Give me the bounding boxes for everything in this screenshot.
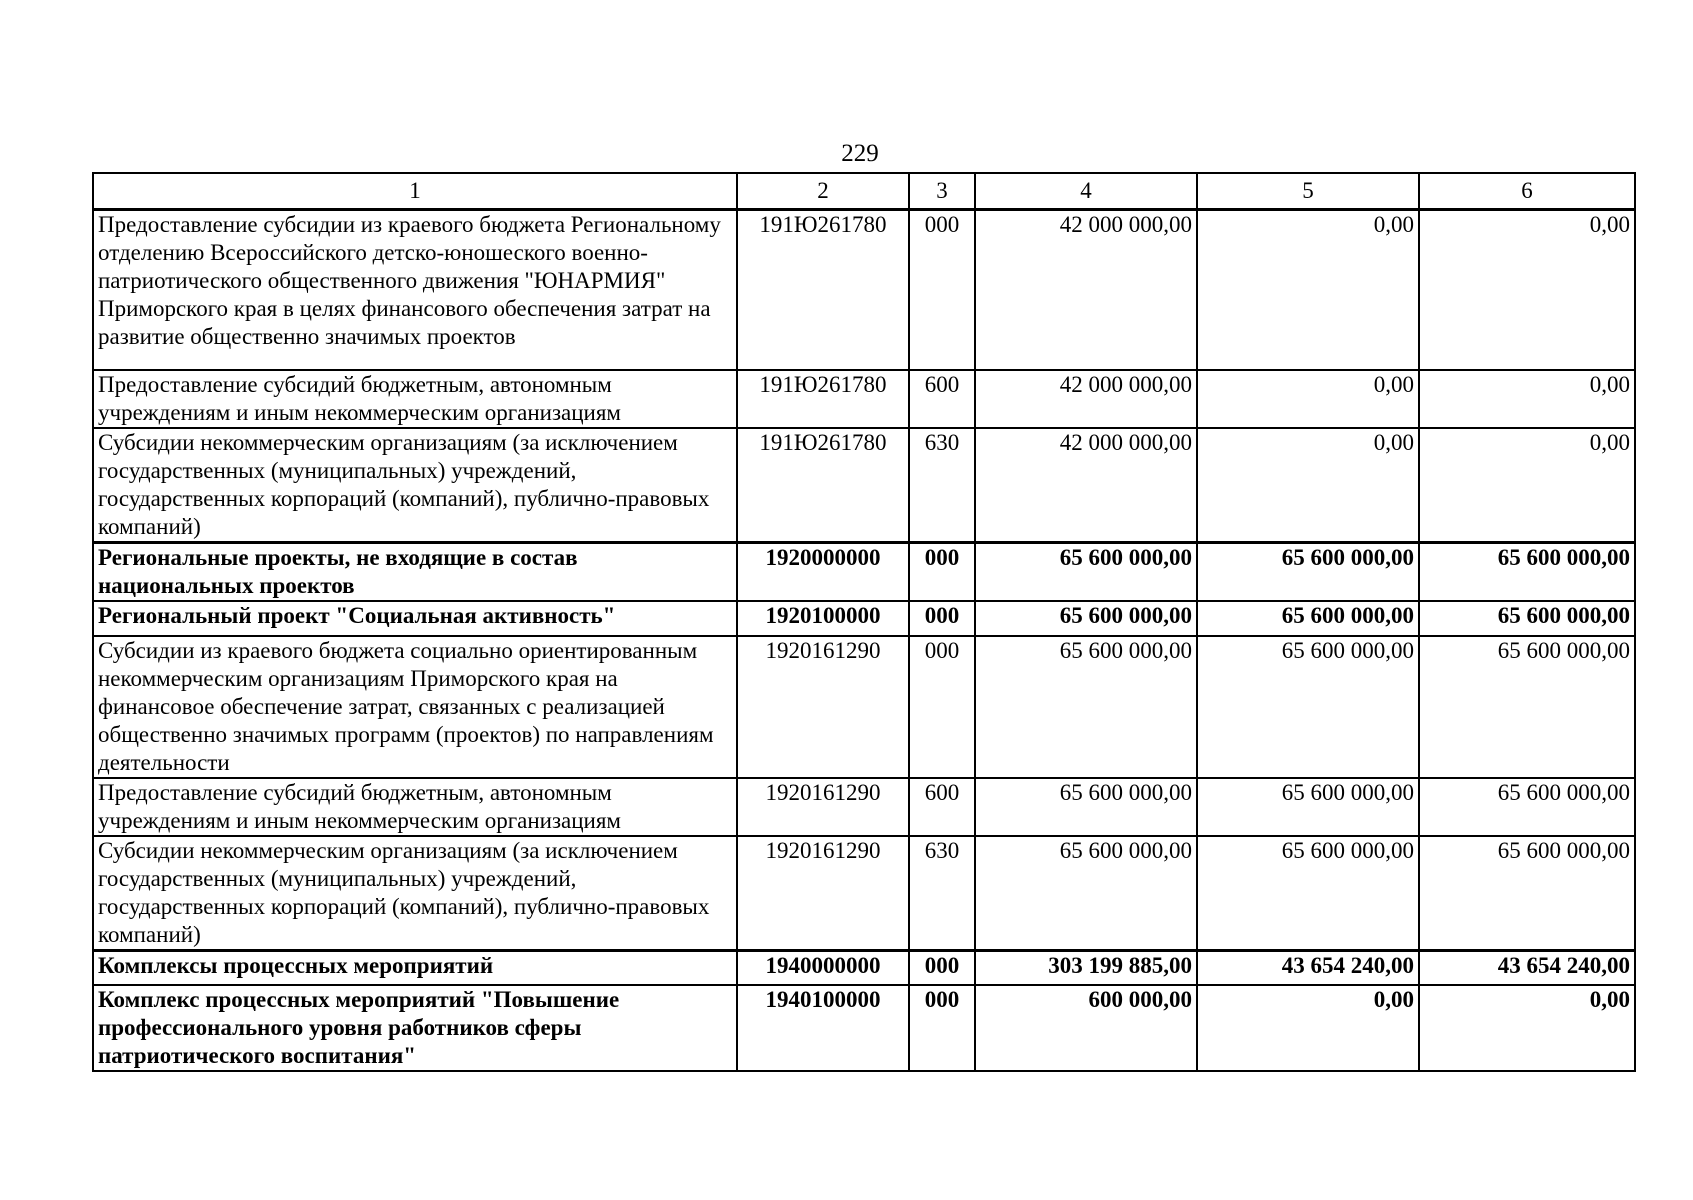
row-code-cell: 1920161290 (737, 836, 909, 951)
row-value-4-cell: 42 000 000,00 (975, 370, 1197, 428)
row-value-5-cell: 65 600 000,00 (1197, 542, 1419, 601)
column-header-2: 2 (737, 173, 909, 210)
row-code-cell: 191Ю261780 (737, 370, 909, 428)
table-body (93, 210, 1635, 1072)
row-code-cell: 1920100000 (737, 601, 909, 636)
row-value-5-cell: 65 600 000,00 (1197, 601, 1419, 636)
row-name-cell: Комплекс процессных мероприятий "Повышение профессионального уровня работников сферы патриотического воспитания" (93, 985, 737, 1071)
row-code-cell: 1920161290 (737, 778, 909, 836)
row-code-cell: 1940100000 (737, 985, 909, 1071)
row-value-5-cell: 0,00 (1197, 985, 1419, 1071)
row-value-4-cell: 65 600 000,00 (975, 542, 1197, 601)
row-code-cell: 191Ю261780 (737, 210, 909, 370)
row-type-cell: 600 (909, 370, 975, 428)
row-value-4-cell: 65 600 000,00 (975, 836, 1197, 951)
row-value-4-cell: 42 000 000,00 (975, 210, 1197, 370)
row-value-4-cell: 600 000,00 (975, 985, 1197, 1071)
row-value-6-cell: 0,00 (1419, 428, 1635, 543)
table-row (93, 836, 1635, 951)
row-code-cell: 191Ю261780 (737, 428, 909, 543)
page-number: 229 (841, 140, 879, 167)
row-type-cell: 000 (909, 636, 975, 778)
row-type-cell: 000 (909, 210, 975, 370)
row-type-cell: 630 (909, 836, 975, 951)
row-value-6-cell: 0,00 (1419, 210, 1635, 370)
table-row (93, 778, 1635, 836)
row-value-5-cell: 43 654 240,00 (1197, 950, 1419, 985)
column-header-4: 4 (975, 173, 1197, 210)
row-code-cell: 1920161290 (737, 636, 909, 778)
column-header-3: 3 (909, 173, 975, 210)
column-header-6: 6 (1419, 173, 1635, 210)
row-value-5-cell: 65 600 000,00 (1197, 636, 1419, 778)
table-header-row (93, 173, 1635, 210)
row-name-cell: Предоставление субсидий бюджетным, автономным учреждениям и иным некоммерческим организациям (93, 370, 737, 428)
row-name-cell: Комплексы процессных мероприятий (93, 950, 737, 985)
table-row (93, 370, 1635, 428)
row-type-cell: 000 (909, 950, 975, 985)
row-name-cell: Региональные проекты, не входящие в состав национальных проектов (93, 542, 737, 601)
column-header-5: 5 (1197, 173, 1419, 210)
row-code-cell: 1920000000 (737, 542, 909, 601)
row-value-5-cell: 0,00 (1197, 428, 1419, 543)
row-value-5-cell: 65 600 000,00 (1197, 836, 1419, 951)
row-value-5-cell: 0,00 (1197, 370, 1419, 428)
table-row (93, 985, 1635, 1071)
row-type-cell: 000 (909, 601, 975, 636)
row-value-6-cell: 65 600 000,00 (1419, 778, 1635, 836)
table-row (93, 542, 1635, 601)
row-type-cell: 600 (909, 778, 975, 836)
row-value-4-cell: 65 600 000,00 (975, 636, 1197, 778)
row-value-6-cell: 65 600 000,00 (1419, 542, 1635, 601)
row-value-4-cell: 303 199 885,00 (975, 950, 1197, 985)
row-name-cell: Региональный проект "Социальная активность" (93, 601, 737, 636)
row-value-4-cell: 65 600 000,00 (975, 601, 1197, 636)
table-row (93, 636, 1635, 778)
row-code-cell: 1940000000 (737, 950, 909, 985)
row-name-cell: Субсидии из краевого бюджета социально ориентированным некоммерческим организациям Приморского края на финансовое обеспечение затрат, связанных с реализацией общественно значимых программ (проектов) по направлениям деятельности (93, 636, 737, 778)
row-value-6-cell: 65 600 000,00 (1419, 836, 1635, 951)
row-value-6-cell: 43 654 240,00 (1419, 950, 1635, 985)
column-header-1: 1 (93, 173, 737, 210)
row-type-cell: 630 (909, 428, 975, 543)
table-row (93, 950, 1635, 985)
row-type-cell: 000 (909, 985, 975, 1071)
row-value-6-cell: 65 600 000,00 (1419, 601, 1635, 636)
row-value-5-cell: 65 600 000,00 (1197, 778, 1419, 836)
table-row (93, 428, 1635, 543)
table-row (93, 210, 1635, 370)
row-name-cell: Предоставление субсидий бюджетным, автономным учреждениям и иным некоммерческим организациям (93, 778, 737, 836)
budget-table (92, 172, 1636, 1072)
row-value-4-cell: 42 000 000,00 (975, 428, 1197, 543)
row-type-cell: 000 (909, 542, 975, 601)
row-value-6-cell: 65 600 000,00 (1419, 636, 1635, 778)
row-name-cell: Субсидии некоммерческим организациям (за исключением государственных (муниципальных) учреждений, государственных корпораций (компаний), публично-правовых компаний) (93, 836, 737, 951)
row-value-5-cell: 0,00 (1197, 210, 1419, 370)
row-name-cell: Предоставление субсидии из краевого бюджета Региональному отделению Всероссийского детско-юношеского военно-патриотического общественного движения "ЮНАРМИЯ" Приморского края в целях финансового обеспечения затрат на развитие общественно значимых проектов (93, 210, 737, 370)
table-row (93, 601, 1635, 636)
row-value-6-cell: 0,00 (1419, 370, 1635, 428)
row-name-cell: Субсидии некоммерческим организациям (за исключением государственных (муниципальных) учреждений, государственных корпораций (компаний), публично-правовых компаний) (93, 428, 737, 543)
row-value-6-cell: 0,00 (1419, 985, 1635, 1071)
row-value-4-cell: 65 600 000,00 (975, 778, 1197, 836)
